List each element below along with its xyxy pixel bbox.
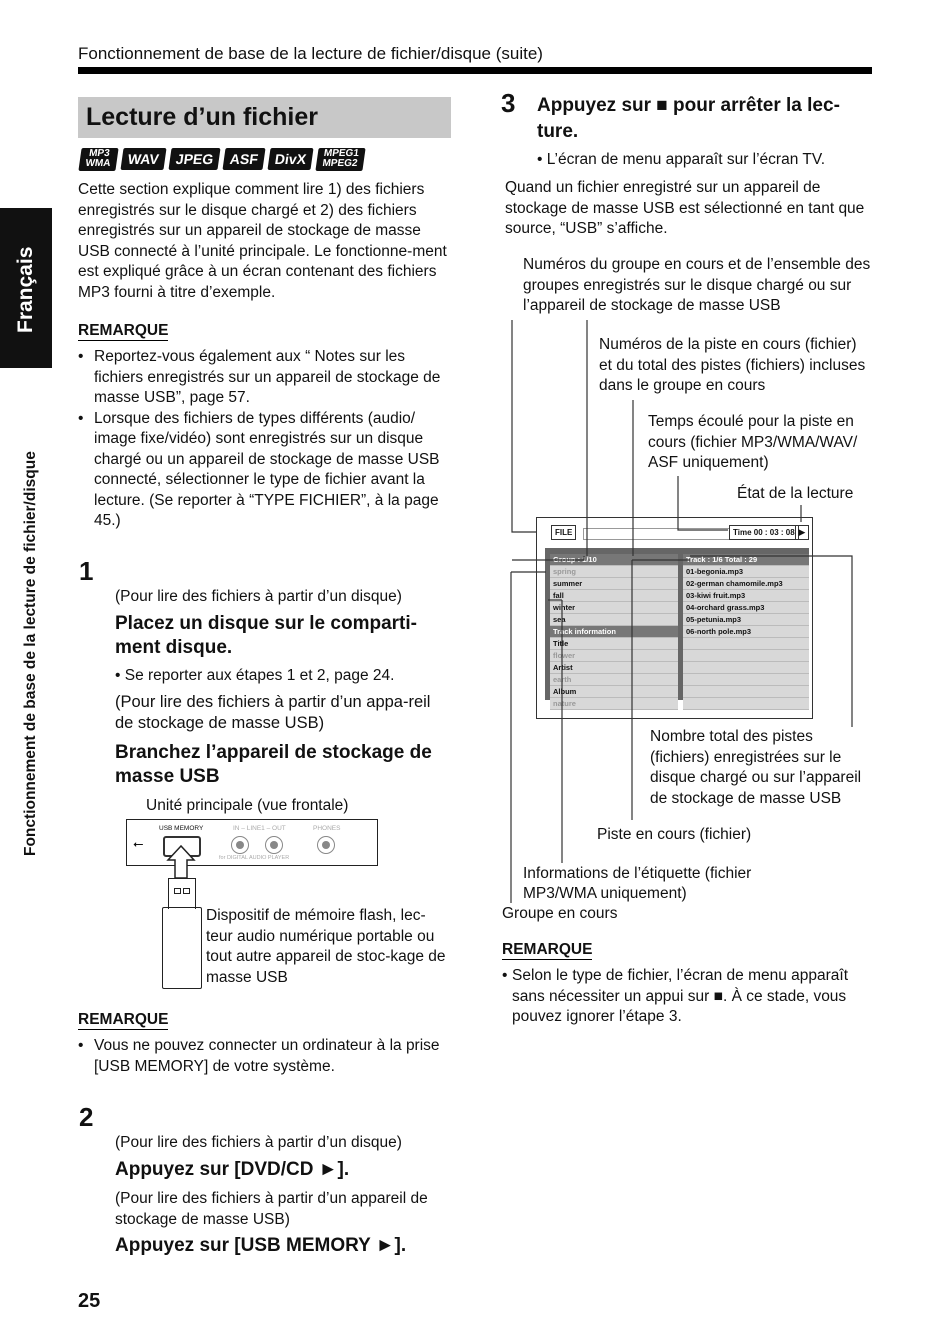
step-heading-usb: Branchez l’appareil de stockage de masse USB [115,742,432,787]
tag-value: earth [550,674,678,686]
usb-symbol-icon: ⭠ [133,836,144,851]
phones-label: PHONES [313,825,341,832]
group-item[interactable]: summer [550,578,678,590]
page-number: 25 [78,1290,101,1312]
group-box: Group : 1/10 [550,554,678,566]
wav-badge: WAV [120,148,166,170]
step-bullet: • L’écran de menu apparaît sur l’écran TV. [537,151,826,168]
track-item[interactable]: 04-orchard grass.mp3 [683,602,809,614]
unit-label: Unité principale (vue frontale) [146,797,349,814]
empty-row [683,686,809,698]
remarque-heading: REMARQUE [78,1011,169,1028]
group-list [550,554,678,710]
mpeg-badge: MPEG1 MPEG2 [316,148,366,171]
step-number: 1 [79,556,94,586]
asf-badge: ASF [223,148,266,170]
callout-current-track: Piste en cours (fichier) [597,826,752,843]
time-display: Time 00 : 03 : 08 [729,525,799,540]
language-tab-label: Français [14,246,37,333]
group-item[interactable]: spring [550,566,678,578]
menu-panel [545,548,809,708]
file-label: FILE [551,525,576,540]
usb-source-note: Quand un fichier enregistré sur un appareil de stockage de masse USB est sélectionné en tant que source, “USB” s’affiche. [505,179,865,237]
empty-row [683,638,809,650]
remarque-heading: REMARQUE [502,941,593,958]
tv-menu-screen [536,517,813,719]
tag-value: nature [550,698,678,710]
callout-current-group: Groupe en cours [502,905,618,922]
dap-label: for DIGITAL AUDIO PLAYER [219,855,290,861]
usb-memory-label: USB MEMORY [159,825,204,832]
empty-row [683,698,809,710]
line-in-jack [231,836,249,854]
track-list [683,554,809,710]
track-item[interactable]: 01-begonia.mp3 [683,566,809,578]
track-item[interactable]: 05-petunia.mp3 [683,614,809,626]
source-bar [583,528,731,540]
empty-row [683,662,809,674]
jpeg-badge: JPEG [168,148,220,170]
tag-field: Album [550,686,678,698]
group-item[interactable]: sea [550,614,678,626]
remarque-item: • Lorsque des fichiers de types différents (audio/ image fixe/vidéo) sont enregistrés sur un disque chargé ou un appareil de stockage de masse USB connecté, sélectionner le type de fichier avant la lecture. (Se reporter à “TYPE FICHIER”, à la page 45.) [78,409,450,532]
callout-groups: Numéros du groupe en cours et de l’ensemble des groupes enregistrés sur le disque chargé ou sur l’appareil de stockage de masse USB [523,256,871,314]
remarque-list [78,1036,450,1077]
step-heading: Placez un disque sur le comparti-ment disque. [115,613,417,658]
running-header: Fonctionnement de base de la lecture de fichier/disque (suite) [78,44,543,63]
language-tab [0,208,52,368]
tag-value: flower [550,650,678,662]
step-heading-usb: Appuyez sur [USB MEMORY ►]. [115,1235,407,1256]
device-description: Dispositif de mémoire flash, lec-teur audio numérique portable ou tout autre appareil de stoc-kage de masse USB [206,907,446,986]
remarque-item: • Selon le type de fichier, l’écran de menu apparaît sans nécessiter un appui sur ■. À ce stade, vous pouvez ignorer l’étape 3. [502,966,872,1028]
intro-paragraph: Cette section explique comment lire 1) des fichiers enregistrés sur le disque chargé et 2) des fichiers enregistrés sur un appareil de stockage de masse USB connecté à l’unité principale. Le fonctionne-ment est expliqué grâce à un écran contenant des fichiers MP3 fourni à titre d’exemple. [78,181,447,301]
group-item[interactable]: winter [550,602,678,614]
section-title: Lecture d’un fichier [78,97,451,138]
callout-tag-info: Informations de l’étiquette (fichier MP3/WMA uniquement) [523,865,752,902]
step-heading: Appuyez sur ■ pour arrêter la lec-ture. [537,95,840,142]
tag-field: Title [550,638,678,650]
track-item[interactable]: 02-german chamomile.mp3 [683,578,809,590]
group-item[interactable]: fall [550,590,678,602]
callout-tracks: Numéros de la piste en cours (fichier) et du total des pistes (fichiers) incluses dans le groupe en cours [599,336,866,394]
track-item[interactable]: 03-kiwi fruit.mp3 [683,590,809,602]
line-out-jack [265,836,283,854]
step-note-usb: (Pour lire des fichiers à partir d’un appareil de stockage de masse USB) [115,1190,428,1228]
track-item[interactable]: 06-north pole.mp3 [683,626,809,638]
usb-port[interactable] [163,836,201,857]
track-info-heading: Track information [550,626,678,638]
play-state-icon: ▶ [795,525,809,540]
tag-field: Artist [550,662,678,674]
phones-jack [317,836,335,854]
empty-row [683,674,809,686]
empty-row [683,650,809,662]
remarque-list [502,966,872,1028]
step-note-usb: (Pour lire des fichiers à partir d’un appa-reil de stockage de masse USB) [115,693,431,732]
usb-plug [168,878,196,909]
track-box: Track : 1/6 Total : 29 [683,554,809,566]
step-heading: Appuyez sur [DVD/CD ►]. [115,1159,350,1180]
divx-badge: DivX [268,148,314,170]
side-chapter-text: Fonctionnement de base de la lecture de fichier/disque [22,451,39,856]
mp3-wma-badge: MP3 WMA [78,148,118,171]
main-unit-front [126,819,378,866]
step-note: (Pour lire des fichiers à partir d’un disque) [115,588,402,605]
usb-stick [162,907,202,989]
callout-state: État de la lecture [737,485,854,502]
remarque-list [78,347,450,532]
step-number: 2 [79,1102,94,1132]
step-number: 3 [501,88,516,118]
remarque-item: • Vous ne pouvez connecter un ordinateur à la prise [USB MEMORY] de votre système. [78,1036,450,1077]
format-badges [80,148,364,171]
callout-elapsed: Temps écoulé pour la piste en cours (fichier MP3/WMA/WAV/ ASF uniquement) [648,413,858,471]
remarque-heading: REMARQUE [78,322,169,339]
step-bullet: • Se reporter aux étapes 1 et 2, page 24. [115,667,395,684]
line-label: IN – LINE1 – OUT [233,825,286,832]
callout-total: Nombre total des pistes (fichiers) enregistrées sur le disque chargé ou sur l’appareil de stockage de masse USB [650,728,862,807]
header-rule [78,67,872,74]
remarque-item: • Reportez-vous également aux “ Notes sur les fichiers enregistrés sur un appareil de stockage de masse USB”, page 57. [78,347,450,409]
step-note: (Pour lire des fichiers à partir d’un disque) [115,1134,402,1151]
